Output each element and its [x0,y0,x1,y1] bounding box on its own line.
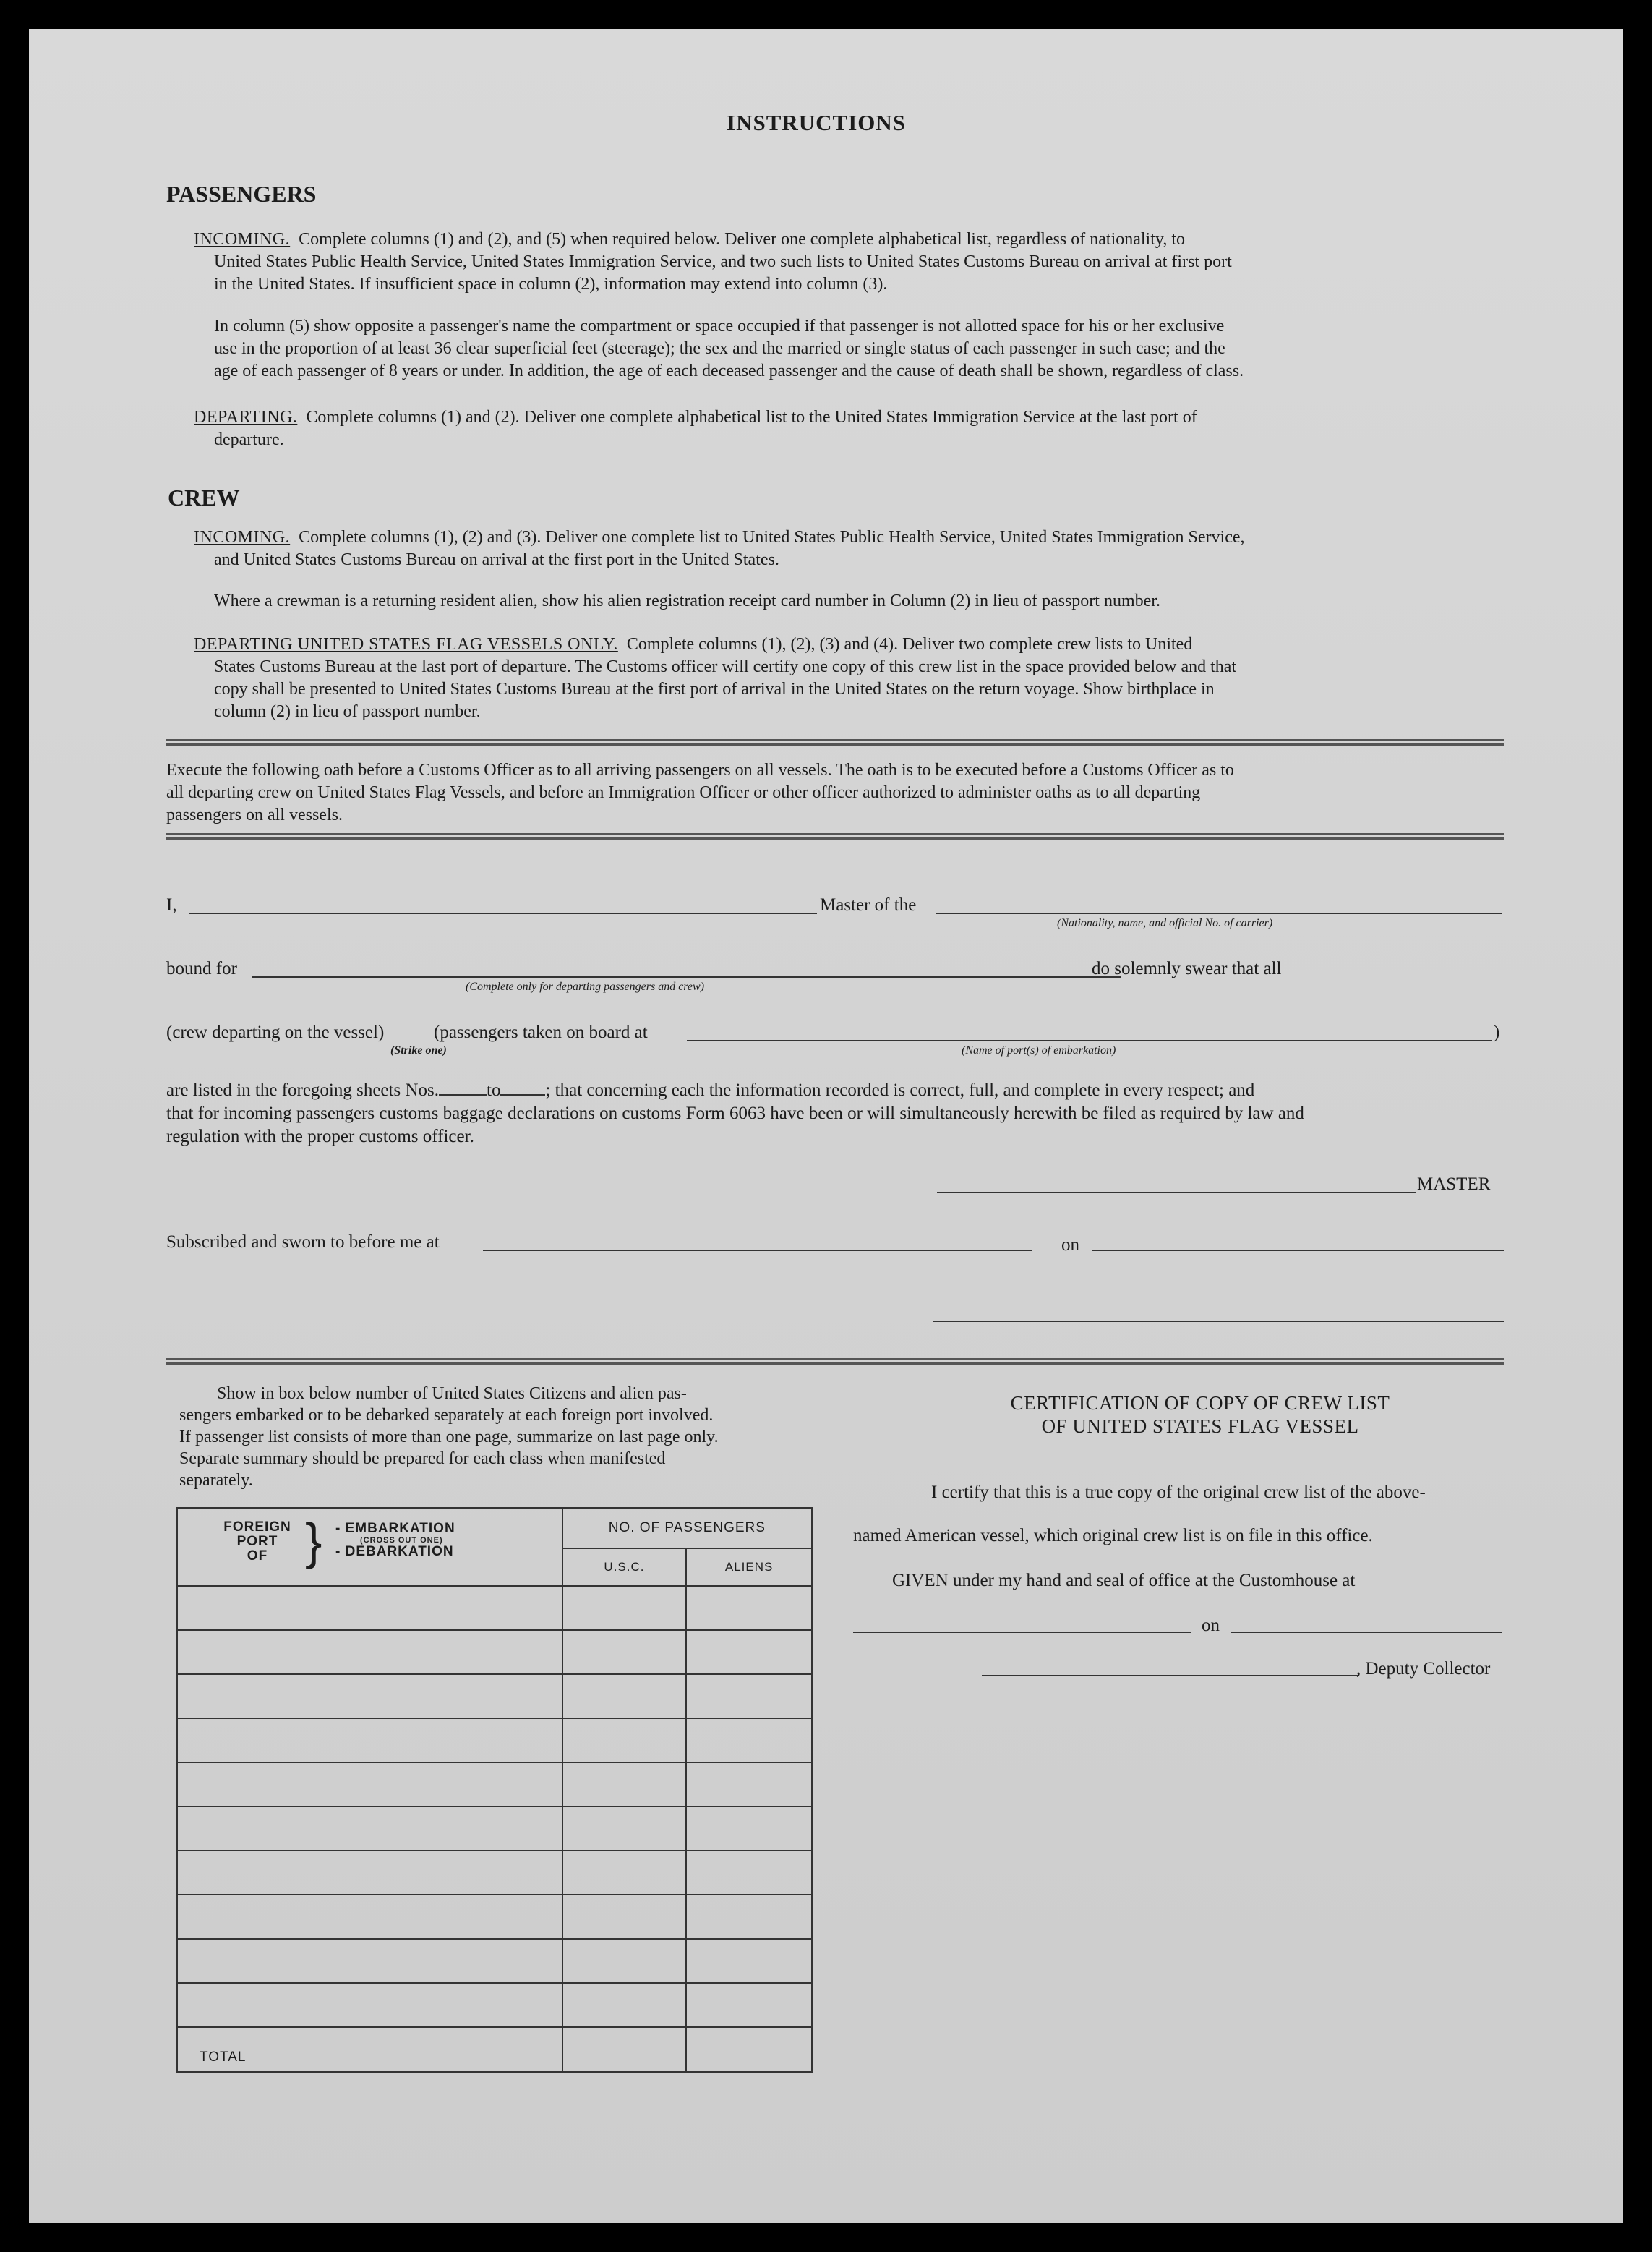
usc-cell[interactable] [562,1851,687,1895]
crew-incoming-paragraph [194,526,1502,571]
aliens-cell[interactable] [686,1762,812,1807]
master-of-label: Master of the [820,895,917,915]
crew-incoming-text-1: Complete columns (1), (2) and (3). Deliver one complete list to United States Public Health Service, United States Immigration Service, [299,528,1245,547]
table-row [177,1807,812,1851]
port-cell[interactable] [177,1983,562,2027]
of-label: OF [247,1548,268,1564]
oath-intro-line-2: all departing crew on United States Flag Vessels, and before an Immigration Officer or other officer authorized to administer oaths as to all departing [166,783,1201,802]
sworn-place-field[interactable] [483,1250,1032,1251]
column5-text-3: age of each passenger of 8 years or under. In addition, the age of each deceased passenger and the cause of death shall be shown, regardless of class. [214,362,1244,380]
certification-title [875,1391,1525,1438]
crew-departing-text-3: copy shall be presented to United States Customs Bureau at the first port of arrival in the United States on the return voyage. Show birthplace in [214,680,1215,699]
listed-text-b: ; that concerning each the information recorded is correct, full, and complete in every respect; and [545,1080,1255,1100]
aliens-header: ALIENS [686,1548,812,1586]
table-row [177,1718,812,1762]
passengers-taken-option[interactable]: (passengers taken on board at [434,1023,648,1042]
swear-label: do solemnly swear that all [1092,959,1282,978]
usc-cell[interactable] [562,1983,687,2027]
passengers-incoming-paragraph [194,229,1502,296]
deputy-collector-label: , Deputy Collector [1356,1659,1491,1679]
summary-instructions-4: Separate summary should be prepared for each class when manifested [179,1449,666,1468]
aliens-cell[interactable] [686,1939,812,1983]
carrier-field[interactable] [936,913,1502,914]
port-cell[interactable] [177,1718,562,1762]
crew-heading: CREW [168,485,240,511]
section-divider [166,739,1504,746]
usc-header: U.S.C. [562,1548,687,1586]
sworn-date-field[interactable] [1092,1250,1504,1251]
subscribed-label: Subscribed and sworn to before me at [166,1232,440,1252]
passengers-incoming-text-1: Complete columns (1) and (2), and (5) when required below. Deliver one complete alphabetical list, regardless of nationality, to [299,230,1185,249]
table-row [177,1939,812,1983]
crew-departing-text-2: States Customs Bureau at the last port of departure. The Customs officer will certify one copy of this crew list in the space provided below and that [214,657,1237,676]
passengers-incoming-text-3: in the United States. If insufficient space in column (2), information may extend into column (3). [214,275,888,294]
port-cell[interactable] [177,1762,562,1807]
oath-i-label: I, [166,895,177,915]
port-cell[interactable] [177,1674,562,1718]
crew-departing-lead: DEPARTING UNITED STATES FLAG VESSELS ONLY. [194,635,618,654]
passengers-incoming-text-2: United States Public Health Service, United States Immigration Service, and two such lists to United States Customs Bureau on arrival at first port [214,252,1232,271]
aliens-cell[interactable] [686,1718,812,1762]
table-row [177,1851,812,1895]
summary-instructions-5: separately. [179,1471,253,1490]
crew-departing-text-1: Complete columns (1), (2), (3) and (4). Deliver two complete crew lists to United [626,635,1193,654]
crew-incoming-text-2: and United States Customs Bureau on arrival at the first port in the United States. [214,550,779,569]
certification-line-1: I certify that this is a true copy of the original crew list of the above- [931,1483,1426,1502]
strike-one-caption: (Strike one) [390,1044,447,1057]
summary-instructions-2: sengers embarked or to be debarked separately at each foreign port involved. [179,1406,714,1425]
oath-intro-line-3: passengers on all vessels. [166,806,343,824]
table-row [177,1762,812,1807]
aliens-cell[interactable] [686,1983,812,2027]
usc-cell[interactable] [562,1807,687,1851]
oath-intro-paragraph [166,759,1502,827]
total-label: TOTAL [177,2027,562,2072]
certification-title-1: CERTIFICATION OF COPY OF CREW LIST [1010,1392,1390,1414]
passengers-heading: PASSENGERS [166,181,317,207]
certification-on-label: on [1202,1616,1220,1635]
master-label: MASTER [1417,1174,1491,1194]
port-cell[interactable] [177,1895,562,1939]
passengers-departing-text-1: Complete columns (1) and (2). Deliver one complete alphabetical list to the United States Immigration Service at the last port of [306,408,1197,427]
sworn-on-label: on [1061,1235,1079,1255]
aliens-cell[interactable] [686,1630,812,1674]
table-row [177,1674,812,1718]
embarkation-port-field[interactable] [687,1040,1492,1041]
aliens-cell[interactable] [686,1807,812,1851]
summary-instructions-1: Show in box below number of United States Citizens and alien pas- [217,1384,687,1403]
page-title: INSTRUCTIONS [727,110,907,135]
aliens-total-cell[interactable] [686,2027,812,2072]
section-divider [166,833,1504,840]
listed-line-3: regulation with the proper customs officer. [166,1127,474,1146]
sheet-from-field[interactable] [439,1094,487,1096]
certification-line-3: GIVEN under my hand and seal of office at the Customhouse at [892,1571,1356,1590]
aliens-cell[interactable] [686,1851,812,1895]
usc-cell[interactable] [562,1718,687,1762]
usc-cell[interactable] [562,1895,687,1939]
usc-total-cell[interactable] [562,2027,687,2072]
crew-alien-text: Where a crewman is a returning resident alien, show his alien registration receipt card number in Column (2) in lieu of passport number. [214,592,1160,610]
listed-text-a: are listed in the foregoing sheets Nos. [166,1080,439,1100]
listed-line-2: that for incoming passengers customs baggage declarations on customs Form 6063 have been or will simultaneously herewith be filed as required by law and [166,1104,1304,1123]
usc-cell[interactable] [562,1762,687,1807]
certification-date-field[interactable] [1231,1632,1502,1633]
crew-incoming-lead: INCOMING. [194,528,291,547]
column5-text-1: In column (5) show opposite a passenger's name the compartment or space occupied if that passenger is not allotted space for his or her exclusive [214,317,1225,336]
section-divider [166,1358,1504,1365]
sheet-to-field[interactable] [500,1094,545,1096]
table-row [177,1586,812,1630]
usc-cell[interactable] [562,1630,687,1674]
certification-title-2: OF UNITED STATES FLAG VESSEL [1041,1415,1359,1437]
carrier-caption: (Nationality, name, and official No. of carrier) [1057,917,1273,929]
listed-paragraph [166,1079,1502,1148]
form-page [29,29,1623,2223]
listed-to: to [487,1080,501,1100]
master-name-field[interactable] [189,913,817,914]
embark-caption: (Name of port(s) of embarkation) [962,1044,1116,1057]
crew-departing-text-4: column (2) in lieu of passport number. [214,702,481,721]
crew-departing-paragraph [194,634,1502,723]
foreign-label: FOREIGN [223,1519,291,1535]
certification-line-2: named American vessel, which original crew list is on file in this office. [853,1526,1373,1545]
bound-caption: (Complete only for departing passengers and crew) [466,981,705,993]
brace-icon: } [305,1513,322,1569]
no-passengers-header: NO. OF PASSENGERS [562,1508,812,1548]
usc-cell[interactable] [562,1939,687,1983]
deputy-signature-field[interactable] [982,1675,1358,1676]
total-row [177,2027,812,2072]
passengers-departing-paragraph [194,406,1502,451]
bound-for-field[interactable] [252,976,1121,978]
aliens-cell[interactable] [686,1895,812,1939]
cross-out-note: (CROSS OUT ONE) [360,1536,443,1545]
debarkation-option[interactable]: - DEBARKATION [335,1544,454,1559]
passenger-summary-table [176,1507,813,2073]
usc-cell[interactable] [562,1586,687,1630]
close-paren: ) [1494,1023,1500,1042]
embarkation-option[interactable]: - EMBARKATION [335,1521,455,1536]
crew-departing-option[interactable]: (crew departing on the vessel) [166,1023,385,1042]
master-signature-field[interactable] [937,1192,1416,1193]
aliens-cell[interactable] [686,1586,812,1630]
column5-text-2: use in the proportion of at least 36 clear superficial feet (steerage); the sex and the married or single status of each passenger in such case; and the [214,339,1225,358]
summary-instructions-3: If passenger list consists of more than one page, summarize on last page only. [179,1428,719,1446]
aliens-cell[interactable] [686,1674,812,1718]
summary-instructions [179,1383,837,1491]
port-cell[interactable] [177,1586,562,1630]
passengers-departing-text-2: departure. [214,430,284,449]
port-label: PORT [236,1534,278,1549]
port-cell[interactable] [177,1630,562,1674]
table-row [177,1983,812,2027]
table-row [177,1630,812,1674]
port-cell[interactable] [177,1851,562,1895]
table-row [177,1895,812,1939]
column5-paragraph [214,315,1502,383]
passengers-incoming-lead: INCOMING. [194,230,291,249]
customhouse-field[interactable] [853,1632,1191,1633]
usc-cell[interactable] [562,1674,687,1718]
port-cell[interactable] [177,1939,562,1983]
officer-signature-field[interactable] [933,1321,1504,1322]
bound-for-label: bound for [166,959,237,978]
port-cell[interactable] [177,1807,562,1851]
passengers-departing-lead: DEPARTING. [194,408,298,427]
oath-intro-line-1: Execute the following oath before a Customs Officer as to all arriving passengers on all vessels. The oath is to be executed before a Customs Officer as to [166,761,1234,780]
port-header [177,1508,562,1586]
